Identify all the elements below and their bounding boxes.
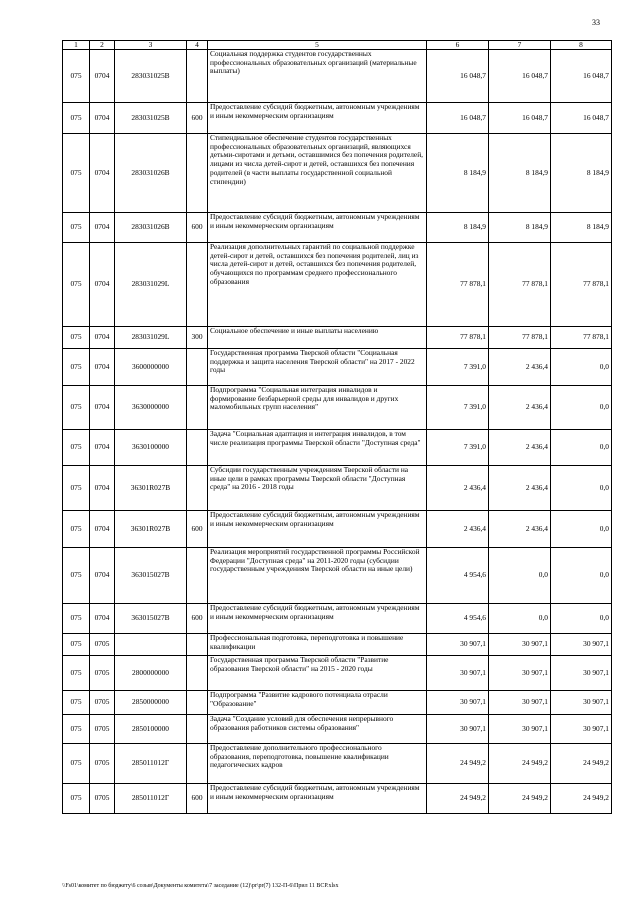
column-header: 1 (63, 41, 90, 50)
target-article: 363015027В (115, 604, 187, 634)
amount-col8: 16 048,7 (551, 50, 612, 103)
amount-col8: 0,0 (551, 548, 612, 604)
section-code: 0705 (90, 691, 115, 715)
target-article: 2850100000 (115, 715, 187, 744)
amount-col8: 24 949,2 (551, 744, 612, 784)
target-article: 2850000000 (115, 691, 187, 715)
target-article: 3630100000 (115, 430, 187, 466)
table-row (63, 548, 612, 604)
amount-col6: 77 878,1 (427, 327, 489, 349)
section-code: 0704 (90, 134, 115, 213)
table-row (63, 691, 612, 715)
target-article: 36301R027В (115, 466, 187, 511)
amount-col8: 30 907,1 (551, 656, 612, 691)
row-description: Стипендиальное обеспечение студентов государственных профессиональных образовательных организаций, являющихся детьми-сиротами и детьми, оставшимися без попечения родителей, лицами из числа детей-сирот и детей, оставшихся без попечения родителей (в части выплаты государственной социальной стипендии) (208, 134, 427, 213)
table-row (63, 604, 612, 634)
amount-col7: 24 949,2 (489, 784, 551, 814)
ministry-code: 075 (63, 691, 90, 715)
target-article: 283031025В (115, 50, 187, 103)
expense-type (187, 243, 208, 327)
ministry-code: 075 (63, 656, 90, 691)
section-code: 0705 (90, 784, 115, 814)
expense-type (187, 466, 208, 511)
section-code: 0704 (90, 386, 115, 430)
amount-col6: 77 878,1 (427, 243, 489, 327)
expense-type: 300 (187, 327, 208, 349)
budget-table (62, 40, 612, 814)
table-row (63, 103, 612, 134)
table-row (63, 744, 612, 784)
section-code: 0704 (90, 349, 115, 386)
amount-col7: 0,0 (489, 548, 551, 604)
amount-col7: 2 436,4 (489, 430, 551, 466)
expense-type: 600 (187, 103, 208, 134)
expense-type (187, 386, 208, 430)
ministry-code: 075 (63, 784, 90, 814)
section-code: 0704 (90, 327, 115, 349)
table-row (63, 511, 612, 548)
amount-col6: 2 436,4 (427, 511, 489, 548)
target-article: 283031026В (115, 134, 187, 213)
section-code: 0704 (90, 604, 115, 634)
row-description: Субсидии государственным учреждениям Тверской области на иные цели в рамках программы Тверской области "Доступная среда" на 2016 - 2018 годы (208, 466, 427, 511)
expense-type (187, 548, 208, 604)
amount-col8: 30 907,1 (551, 634, 612, 656)
row-description: Предоставление субсидий бюджетным, автономным учреждениям и иным некоммерческим организациям (208, 213, 427, 243)
ministry-code: 075 (63, 744, 90, 784)
ministry-code: 075 (63, 715, 90, 744)
amount-col6: 16 048,7 (427, 103, 489, 134)
amount-col8: 0,0 (551, 349, 612, 386)
amount-col8: 0,0 (551, 386, 612, 430)
target-article: 2800000000 (115, 656, 187, 691)
ministry-code: 075 (63, 466, 90, 511)
ministry-code: 075 (63, 548, 90, 604)
amount-col8: 77 878,1 (551, 327, 612, 349)
table-row (63, 386, 612, 430)
column-header: 6 (427, 41, 489, 50)
row-description: Предоставление субсидий бюджетным, автономным учреждениям и иным некоммерческим организациям (208, 511, 427, 548)
target-article: 285011012Г (115, 784, 187, 814)
row-description: Предоставление субсидий бюджетным, автономным учреждениям и иным некоммерческим организациям (208, 103, 427, 134)
row-description: Задача "Социальная адаптация и интеграция инвалидов, в том числе реализация программы Тверской области "Доступная среда" (208, 430, 427, 466)
section-code: 0704 (90, 466, 115, 511)
amount-col8: 0,0 (551, 466, 612, 511)
column-header: 2 (90, 41, 115, 50)
section-code: 0704 (90, 243, 115, 327)
ministry-code: 075 (63, 386, 90, 430)
amount-col7: 8 184,9 (489, 213, 551, 243)
amount-col7: 2 436,4 (489, 511, 551, 548)
table-row (63, 466, 612, 511)
column-header: 4 (187, 41, 208, 50)
table-row (63, 213, 612, 243)
expense-type (187, 691, 208, 715)
expense-type (187, 656, 208, 691)
table-row (63, 715, 612, 744)
target-article: 3630000000 (115, 386, 187, 430)
expense-type (187, 430, 208, 466)
column-header: 7 (489, 41, 551, 50)
target-article: 3600000000 (115, 349, 187, 386)
expense-type: 600 (187, 604, 208, 634)
amount-col8: 0,0 (551, 511, 612, 548)
table-row (63, 349, 612, 386)
amount-col8: 0,0 (551, 604, 612, 634)
amount-col7: 77 878,1 (489, 327, 551, 349)
amount-col7: 77 878,1 (489, 243, 551, 327)
amount-col6: 7 391,0 (427, 430, 489, 466)
target-article: 283031026В (115, 213, 187, 243)
column-header: 8 (551, 41, 612, 50)
row-description: Задача "Создание условий для обеспечения непрерывного образования работников системы образования" (208, 715, 427, 744)
row-description: Подпрограмма "Социальная интеграция инвалидов и формирование безбарьерной среды для инвалидов и других маломобильных групп населения" (208, 386, 427, 430)
amount-col8: 30 907,1 (551, 691, 612, 715)
amount-col6: 24 949,2 (427, 744, 489, 784)
table-row (63, 430, 612, 466)
section-code: 0705 (90, 634, 115, 656)
amount-col6: 4 954,6 (427, 548, 489, 604)
section-code: 0704 (90, 511, 115, 548)
target-article: 363015027В (115, 548, 187, 604)
row-description: Реализация мероприятий государственной программы Российской Федерации "Доступная среда" на 2011-2020 годы (субсидии государственным учреждениям Тверской области на иные цели) (208, 548, 427, 604)
expense-type: 600 (187, 213, 208, 243)
amount-col8: 0,0 (551, 430, 612, 466)
ministry-code: 075 (63, 327, 90, 349)
amount-col6: 30 907,1 (427, 715, 489, 744)
row-description: Предоставление дополнительного профессионального образования, переподготовка, повышение квалификации педагогических кадров (208, 744, 427, 784)
ministry-code: 075 (63, 634, 90, 656)
ministry-code: 075 (63, 103, 90, 134)
amount-col6: 30 907,1 (427, 691, 489, 715)
expense-type: 600 (187, 511, 208, 548)
row-description: Подпрограмма "Развитие кадрового потенциала отрасли "Образование" (208, 691, 427, 715)
row-description: Социальная поддержка студентов государственных профессиональных образовательных организаций (материальные выплаты) (208, 50, 427, 103)
section-code: 0704 (90, 548, 115, 604)
ministry-code: 075 (63, 243, 90, 327)
target-article (115, 634, 187, 656)
table-row (63, 656, 612, 691)
amount-col6: 7 391,0 (427, 386, 489, 430)
amount-col8: 16 048,7 (551, 103, 612, 134)
row-description: Реализация дополнительных гарантий по социальной поддержке детей-сирот и детей, оставшихся без попечения родителей, лиц из числа детей-сирот и детей, оставшихся без попечения родителей, обучающихся по программам среднего профессионального образования (208, 243, 427, 327)
amount-col7: 2 436,4 (489, 349, 551, 386)
amount-col6: 30 907,1 (427, 634, 489, 656)
ministry-code: 075 (63, 604, 90, 634)
amount-col7: 16 048,7 (489, 50, 551, 103)
row-description: Предоставление субсидий бюджетным, автономным учреждениям и иным некоммерческим организациям (208, 604, 427, 634)
column-header: 3 (115, 41, 187, 50)
amount-col6: 30 907,1 (427, 656, 489, 691)
target-article: 283031029L (115, 327, 187, 349)
table-row (63, 327, 612, 349)
file-path-footer: \\Fs01\комитет по бюджету\6 созыв\Документы комитета\7 заседание (12)\pr\pr(7) 132-П-6\Прил 11 ВСР.xlsx (62, 883, 339, 889)
row-description: Профессиональная подготовка, переподготовка и повышение квалификации (208, 634, 427, 656)
expense-type: 600 (187, 784, 208, 814)
amount-col7: 30 907,1 (489, 634, 551, 656)
amount-col7: 16 048,7 (489, 103, 551, 134)
section-code: 0704 (90, 103, 115, 134)
amount-col6: 4 954,6 (427, 604, 489, 634)
amount-col7: 2 436,4 (489, 386, 551, 430)
row-description: Государственная программа Тверской области "Развитие образования Тверской области" на 2015 - 2020 годы (208, 656, 427, 691)
amount-col7: 2 436,4 (489, 466, 551, 511)
amount-col6: 8 184,9 (427, 213, 489, 243)
table-row (63, 134, 612, 213)
expense-type (187, 715, 208, 744)
page-number: 33 (592, 18, 600, 27)
section-code: 0704 (90, 50, 115, 103)
amount-col7: 30 907,1 (489, 715, 551, 744)
section-code: 0705 (90, 744, 115, 784)
amount-col8: 8 184,9 (551, 134, 612, 213)
amount-col8: 8 184,9 (551, 213, 612, 243)
amount-col6: 2 436,4 (427, 466, 489, 511)
row-description: Государственная программа Тверской области "Социальная поддержка и защита населения Тверской области" на 2017 - 2022 годы (208, 349, 427, 386)
target-article: 36301R027В (115, 511, 187, 548)
target-article: 283031029L (115, 243, 187, 327)
amount-col6: 7 391,0 (427, 349, 489, 386)
table-row (63, 50, 612, 103)
amount-col7: 30 907,1 (489, 691, 551, 715)
ministry-code: 075 (63, 511, 90, 548)
target-article: 283031025В (115, 103, 187, 134)
ministry-code: 075 (63, 213, 90, 243)
amount-col8: 77 878,1 (551, 243, 612, 327)
amount-col8: 24 949,2 (551, 784, 612, 814)
amount-col6: 8 184,9 (427, 134, 489, 213)
table-row (63, 784, 612, 814)
amount-col7: 0,0 (489, 604, 551, 634)
ministry-code: 075 (63, 50, 90, 103)
column-header: 5 (208, 41, 427, 50)
row-description: Предоставление субсидий бюджетным, автономным учреждениям и иным некоммерческим организациям (208, 784, 427, 814)
expense-type (187, 744, 208, 784)
target-article: 285011012Г (115, 744, 187, 784)
expense-type (187, 634, 208, 656)
section-code: 0705 (90, 656, 115, 691)
expense-type (187, 50, 208, 103)
table-row (63, 243, 612, 327)
amount-col8: 30 907,1 (551, 715, 612, 744)
amount-col7: 8 184,9 (489, 134, 551, 213)
ministry-code: 075 (63, 349, 90, 386)
expense-type (187, 349, 208, 386)
amount-col6: 24 949,2 (427, 784, 489, 814)
section-code: 0705 (90, 715, 115, 744)
ministry-code: 075 (63, 134, 90, 213)
row-description: Социальное обеспечение и иные выплаты населению (208, 327, 427, 349)
section-code: 0704 (90, 430, 115, 466)
section-code: 0704 (90, 213, 115, 243)
ministry-code: 075 (63, 430, 90, 466)
amount-col7: 24 949,2 (489, 744, 551, 784)
table-row (63, 634, 612, 656)
expense-type (187, 134, 208, 213)
amount-col6: 16 048,7 (427, 50, 489, 103)
amount-col7: 30 907,1 (489, 656, 551, 691)
